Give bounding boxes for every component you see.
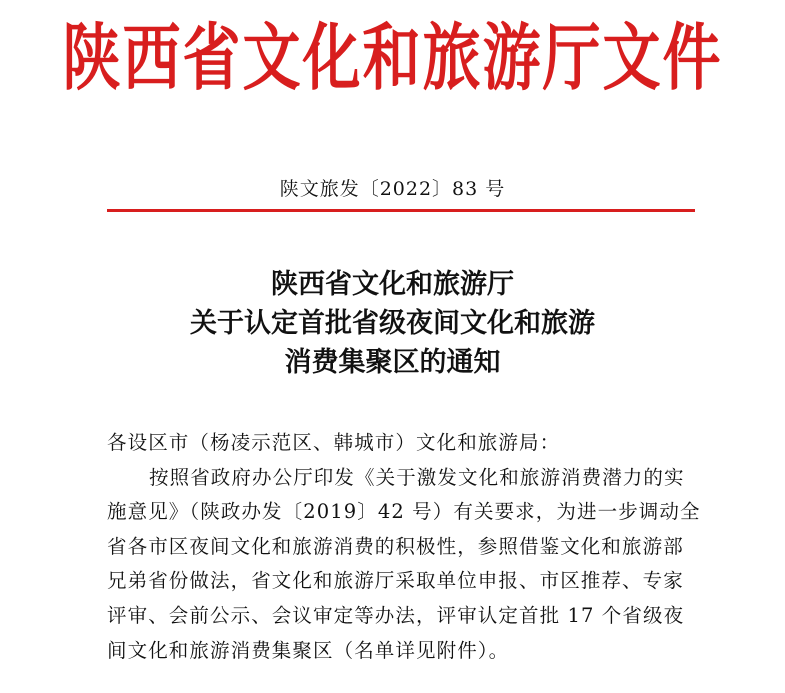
body-line-6: 间文化和旅游消费集聚区（名单详见附件）。 — [107, 638, 510, 662]
document-header-title: 陕西省文化和旅游厅文件 — [62, 15, 723, 101]
document-number: 陕文旅发〔2022〕83 号 — [279, 178, 506, 200]
body-line-1: 按照省政府办公厅印发《关于激发文化和旅游消费潜力的实 — [149, 465, 685, 489]
notice-title — [0, 265, 785, 382]
body-line-4: 兄弟省份做法，省文化和旅游厅采取单位申报、市区推荐、专家 — [107, 569, 684, 593]
body-line-5: 评审、会前公示、会议审定等办法，评审认定首批 17 个省级夜 — [107, 603, 685, 627]
body-line-2: 施意见》（陕政办发〔2019〕42 号）有关要求，为进一步调动全 — [107, 500, 701, 524]
notice-title-line-3: 消费集聚区的通知 — [284, 347, 501, 378]
notice-title-line-2: 关于认定首批省级夜间文化和旅游 — [190, 308, 595, 339]
salutation: 各设区市（杨凌示范区、韩城市）文化和旅游局： — [107, 431, 561, 454]
red-divider-rule — [107, 209, 695, 212]
body-line-3: 省各市区夜间文化和旅游消费的积极性，参照借鉴文化和旅游部 — [107, 534, 684, 558]
notice-body — [107, 426, 707, 668]
notice-title-line-1: 陕西省文化和旅游厅 — [271, 269, 514, 300]
